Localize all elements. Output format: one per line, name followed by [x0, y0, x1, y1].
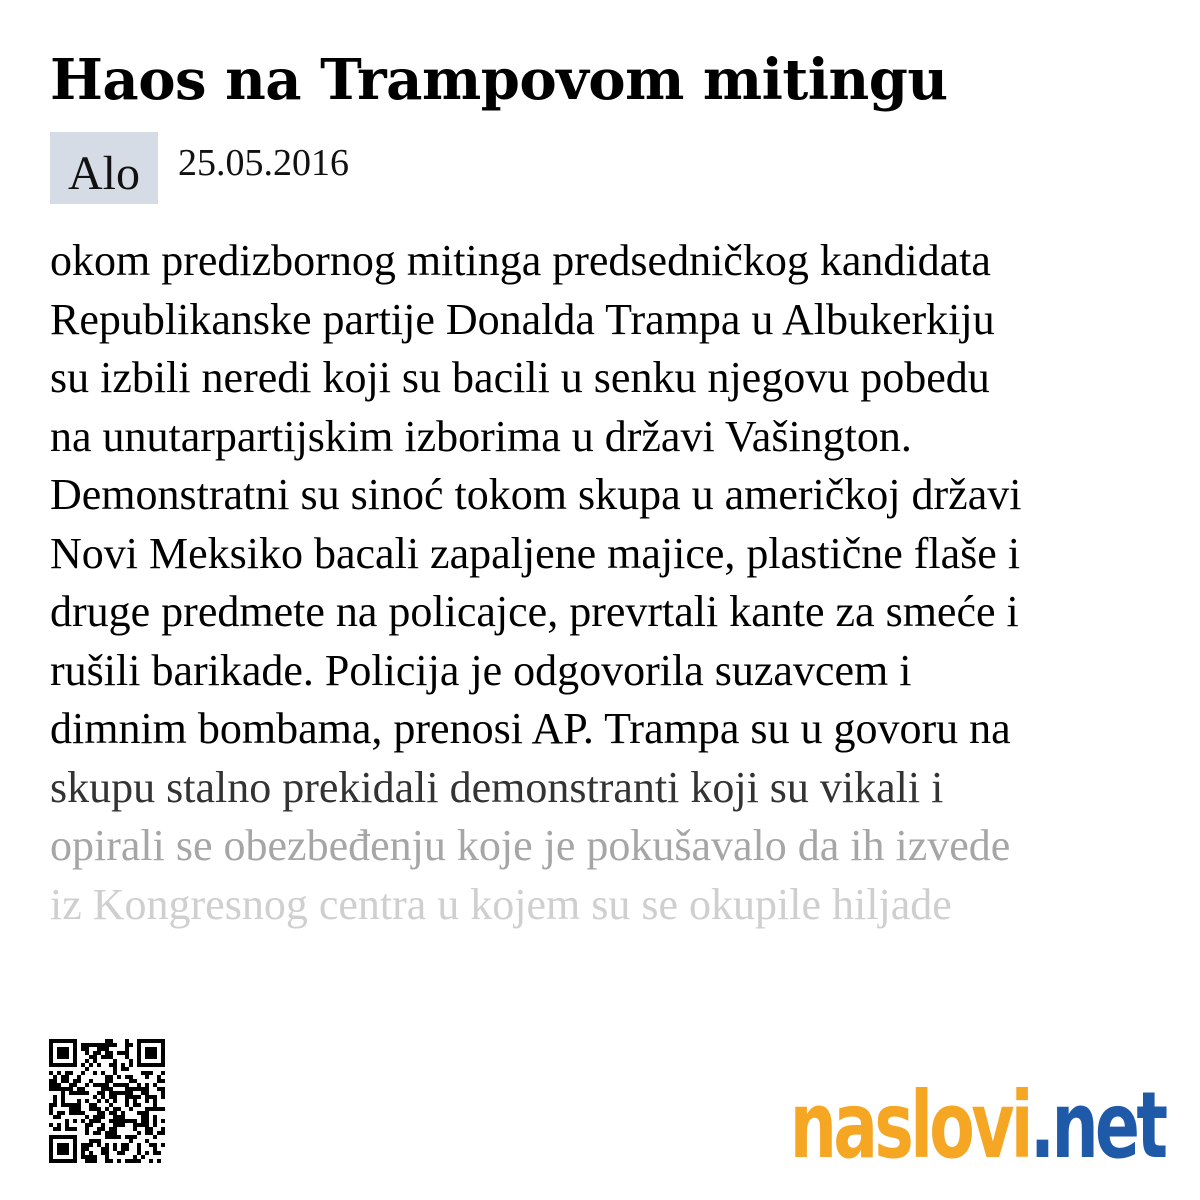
article-line: dimnim bombama, prenosi AP. Trampa su u govoru na: [50, 704, 1011, 753]
article-meta: [50, 132, 349, 204]
naslovi-net-logo[interactable]: [789, 1052, 1164, 1179]
headline: Haos na Trampovom mitingu: [50, 47, 948, 113]
article-line-fading: iz Kongresnog centra u kojem su se okupile hiljade: [50, 879, 952, 929]
article-line: rušili barikade. Policija je odgovorila suzavcem i: [50, 645, 912, 695]
article-line: Demonstratni su sinoć tokom skupa u američkoj državi: [50, 470, 1022, 519]
article-line: okom predizbornog mitinga predsedničkog kandidata: [50, 236, 991, 285]
article-body: [50, 232, 1160, 934]
article-line: Republikanske partije Donalda Trampa u Albukerkiju: [50, 294, 995, 344]
article-line: na unutarpartijskim izborima u državi Vašington.: [50, 411, 912, 461]
article-line-fading: skupu stalno prekidali demonstranti koji su vikali i: [50, 762, 944, 812]
source-badge[interactable]: Alo: [50, 132, 158, 204]
article-line: su izbili neredi koji su bacili u senku njegovu pobedu: [50, 353, 990, 402]
logo-naslovi-text: naslovi: [789, 1072, 1030, 1179]
publish-date: 25.05.2016: [178, 142, 349, 184]
article-line: Novi Meksiko bacali zapaljene majice, plastične flaše i: [50, 528, 1021, 578]
qr-code-icon[interactable]: [49, 1039, 165, 1163]
article-line-fading: opirali se obezbeđenju koje je pokušavalo da ih izvede: [50, 821, 1011, 870]
article-line: druge predmete na policajce, prevrtali kante za smeće i: [50, 587, 1019, 636]
logo-net-text: .net: [1029, 1072, 1164, 1179]
